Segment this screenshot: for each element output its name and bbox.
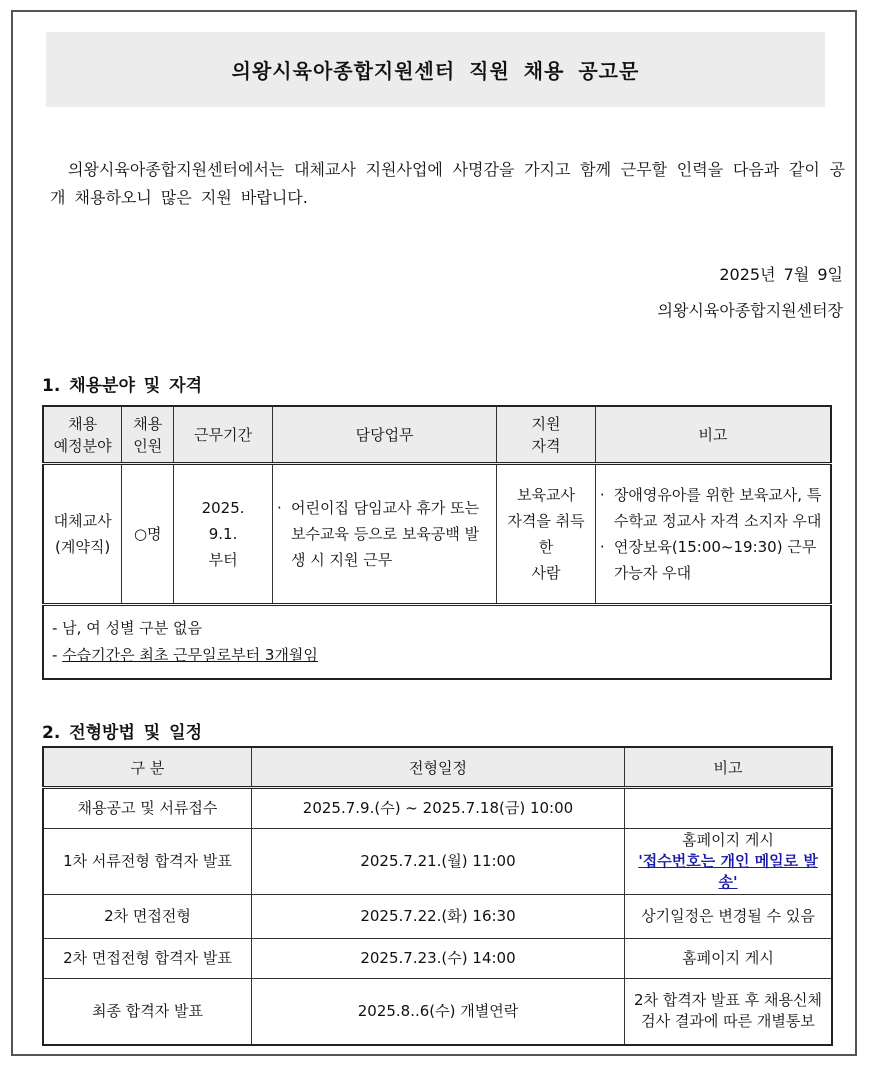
intro-text: 의왕시육아종합지원센터에서는 대체교사 지원사업에 사명감을 가지고 함께 근무할 인력을 다음과 같이 공개 채용하오니 많은 지원 바랍니다. [50, 160, 845, 207]
page-title: 의왕시육아종합지원센터 직원 채용 공고문 [231, 59, 640, 83]
cell-category: 1차 서류전형 합격자 발표 [43, 829, 251, 895]
cell-note: · 장애영유아를 위한 보육교사, 특수학교 정교사 자격 소지자 우대 · 연장보육(15:00~19:30) 근무 가능자 우대 [595, 464, 831, 605]
cell-note [625, 788, 832, 829]
header-period: 근무기간 [174, 406, 273, 464]
table-header-row [43, 406, 831, 464]
header-note: 비고 [595, 406, 831, 464]
header-duty: 담당업무 [272, 406, 496, 464]
cell-category: 채용공고 및 서류접수 [43, 788, 251, 829]
note-gender: - 남, 여 성별 구분 없음 [52, 619, 202, 637]
cell-schedule: 2025.8..6(수) 개별연락 [251, 979, 624, 1045]
cell-category: 최종 합격자 발표 [43, 979, 251, 1045]
intro-paragraph [50, 156, 845, 212]
header-field: 채용 예정분야 [43, 406, 122, 464]
cell-schedule: 2025.7.22.(화) 16:30 [251, 895, 624, 939]
cell-qualification: 보육교사 자격을 취득한 사람 [497, 464, 596, 605]
table-row [43, 979, 832, 1045]
cell-field: 대체교사 (계약직) [43, 464, 122, 605]
notes-cell [43, 605, 831, 680]
cell-period: 2025. 9.1. 부터 [174, 464, 273, 605]
header-count: 채용 인원 [122, 406, 174, 464]
cell-category: 2차 면접전형 [43, 895, 251, 939]
table-notes-row [43, 605, 831, 680]
section2-title: 2. 전형방법 및 일정 [42, 723, 202, 743]
note-probation: - 수습기간은 최초 근무일로부터 3개월임 [52, 646, 318, 664]
cell-note: 홈페이지 게시 [625, 939, 832, 979]
header-schedule: 전형일정 [251, 747, 624, 788]
cell-schedule: 2025.7.21.(월) 11:00 [251, 829, 624, 895]
schedule-table [42, 746, 833, 1046]
title-banner [46, 32, 825, 107]
cell-schedule: 2025.7.23.(수) 14:00 [251, 939, 624, 979]
schedule-header-row [43, 747, 832, 788]
recruitment-table [42, 405, 832, 680]
cell-count: ○명 [122, 464, 174, 605]
signature: 의왕시육아종합지원센터장 [657, 301, 843, 320]
announcement-date: 2025년 7월 9일 [719, 265, 843, 284]
cell-duty: · 어린이집 담임교사 휴가 또는 보수교육 등으로 보육공백 발생 시 지원 근무 [272, 464, 496, 605]
header-category: 구 분 [43, 747, 251, 788]
table-row [43, 464, 831, 605]
section1-title: 1. 채용분야 및 자격 [42, 376, 202, 396]
cell-note: 홈페이지 게시 '접수번호는 개인 메일로 발송' [625, 829, 832, 895]
table-row [43, 939, 832, 979]
table-row [43, 829, 832, 895]
header-schedule-note: 비고 [625, 747, 832, 788]
header-qualification: 지원 자격 [497, 406, 596, 464]
cell-category: 2차 면접전형 합격자 발표 [43, 939, 251, 979]
emphasis-note: '접수번호는 개인 메일로 발송' [638, 852, 818, 891]
cell-note: 상기일정은 변경될 수 있음 [625, 895, 832, 939]
cell-note: 2차 합격자 발표 후 채용신체검사 결과에 따른 개별통보 [625, 979, 832, 1045]
table-row [43, 788, 832, 829]
cell-schedule: 2025.7.9.(수) ~ 2025.7.18(금) 10:00 [251, 788, 624, 829]
table-row [43, 895, 832, 939]
